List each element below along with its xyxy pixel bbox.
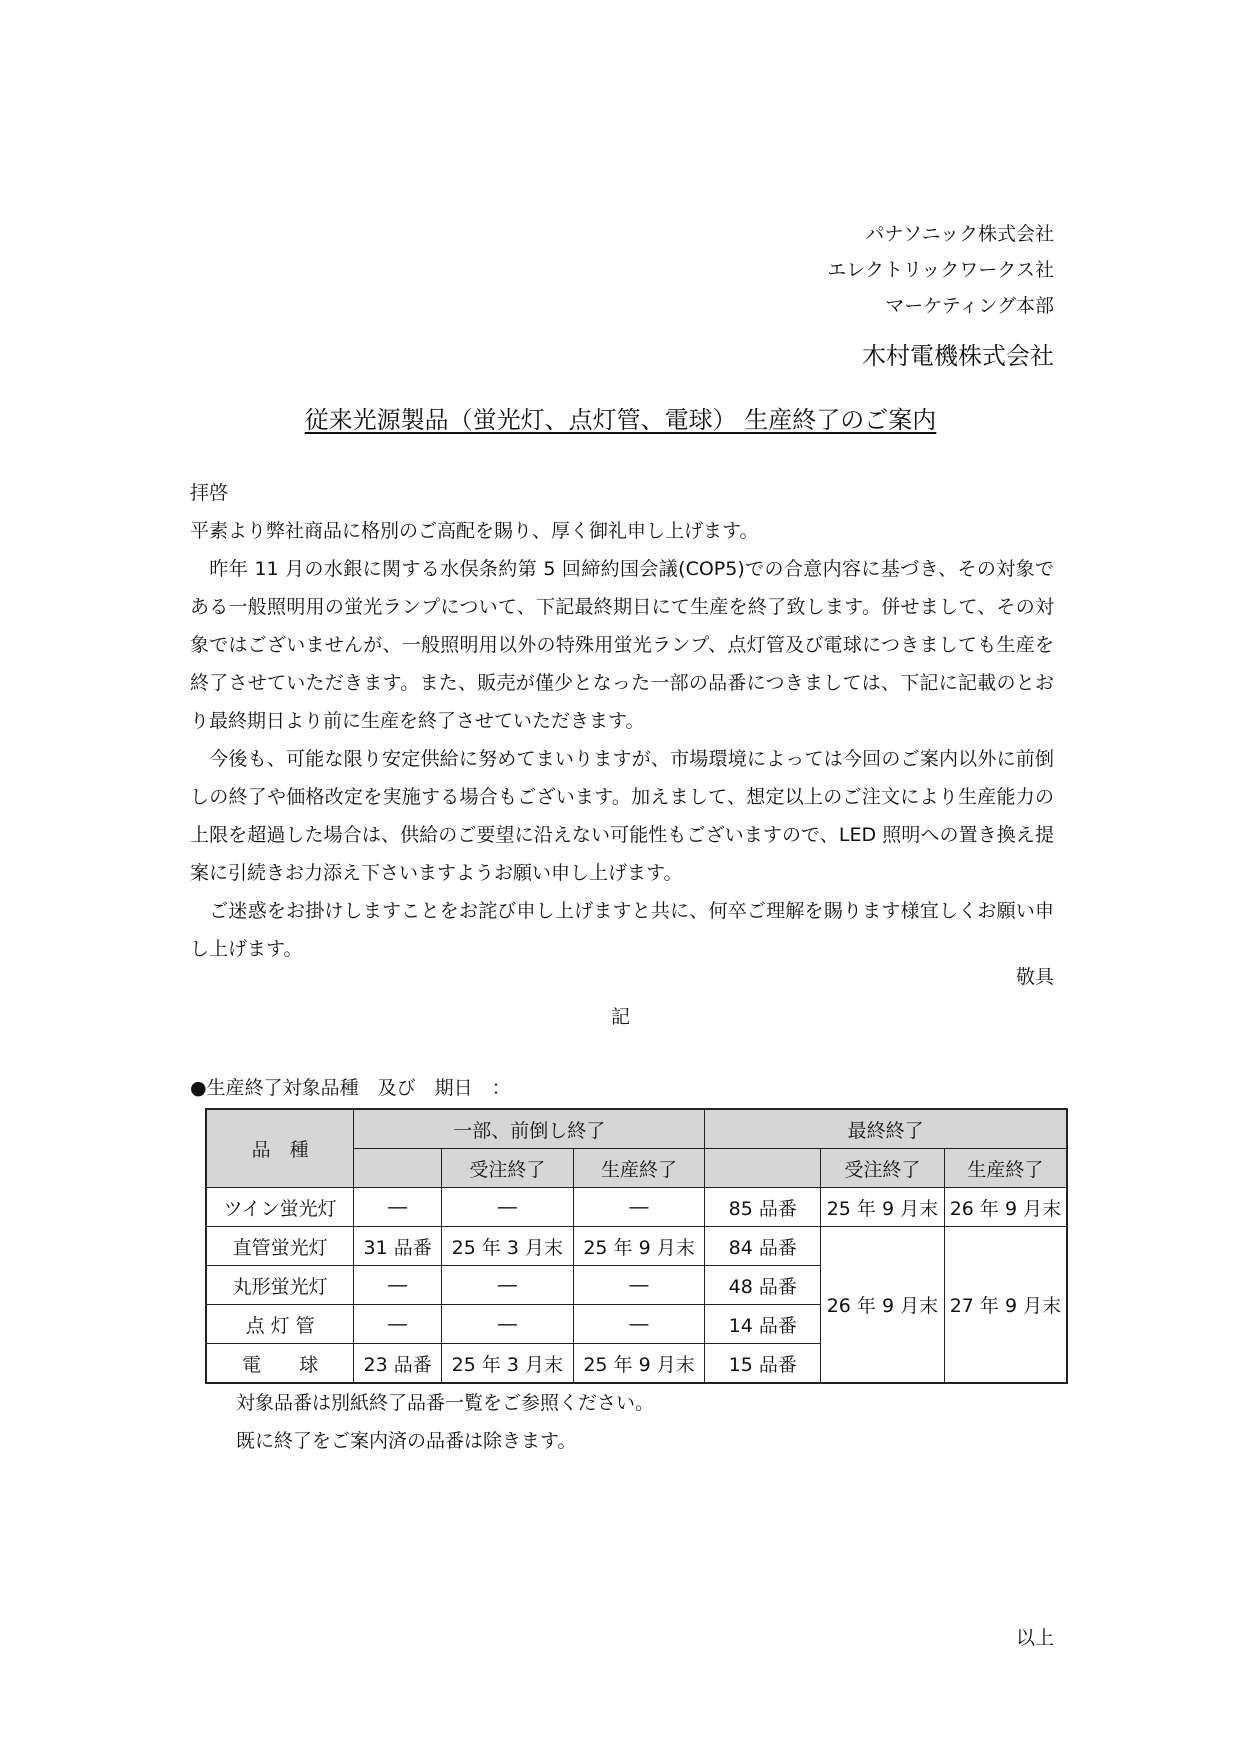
cell-final-production-end-merged: 27 年 9 月末 xyxy=(944,1227,1067,1384)
subheader-partial-production-end: 生産終了 xyxy=(573,1149,705,1188)
paragraph-1: 平素より弊社商品に格別のご高配を賜り、厚く御礼申し上げます。 xyxy=(190,520,759,542)
sender-line-2: エレクトリックワークス社 xyxy=(827,259,1054,281)
cell-partial-count: ― xyxy=(354,1266,442,1305)
cell-partial-count: ― xyxy=(354,1188,442,1227)
cell-partial-order-end: ― xyxy=(442,1266,574,1305)
subheader-final-count xyxy=(705,1149,821,1188)
cell-product: 直管蛍光灯 xyxy=(206,1227,354,1266)
cell-partial-production-end: 25 年 9 月末 xyxy=(573,1344,705,1384)
cell-final-order-end-merged: 26 年 9 月末 xyxy=(821,1227,945,1384)
note-1: 対象品番は別紙終了品番一覧をご参照ください。 xyxy=(236,1392,655,1414)
cell-final-count: 48 品番 xyxy=(705,1266,821,1305)
subheader-final-production-end: 生産終了 xyxy=(944,1149,1067,1188)
cell-partial-order-end: ― xyxy=(442,1188,574,1227)
subheader-partial-order-end: 受注終了 xyxy=(442,1149,574,1188)
sender-line-3: マーケティング本部 xyxy=(885,295,1054,317)
ki-heading: 記 xyxy=(610,1006,630,1028)
end-mark: 以上 xyxy=(1015,1627,1054,1649)
table-row xyxy=(206,1188,1067,1227)
document-title-text: 従来光源製品（蛍光灯、点灯管、電球） 生産終了のご案内 xyxy=(304,406,937,434)
cell-product: 点 灯 管 xyxy=(206,1305,354,1344)
paragraph-3: 今後も、可能な限り安定供給に努めてまいりますが、市場環境によっては今回のご案内以外に前倒しの終了や価格改定を実施する場合もございます。加えまして、想定以上のご注文により生産能力の上限を超過した場合は、供給のご要望に沿えない可能性もございますので、LED 照明への置き換え提案に引続きお力添え下さいますようお願い申し上げます。 xyxy=(190,748,1054,884)
schedule-table xyxy=(205,1108,1068,1384)
subheader-final-order-end: 受注終了 xyxy=(821,1149,945,1188)
cell-product: 丸形蛍光灯 xyxy=(206,1266,354,1305)
sender-line-1: パナソニック株式会社 xyxy=(865,223,1054,245)
body-text xyxy=(190,512,1054,968)
document-title xyxy=(0,404,1241,436)
cell-product: 電 球 xyxy=(206,1344,354,1384)
cell-final-production-end: 26 年 9 月末 xyxy=(944,1188,1067,1227)
cell-partial-order-end: ― xyxy=(442,1305,574,1344)
note-2: 既に終了をご案内済の品番は除きます。 xyxy=(236,1430,577,1452)
cell-final-order-end: 25 年 9 月末 xyxy=(821,1188,945,1227)
cell-final-count: 14 品番 xyxy=(705,1305,821,1344)
paragraph-4: ご迷惑をお掛けしますことをお詫び申し上げますと共に、何卒ご理解を賜ります様宜しくお願い申し上げます。 xyxy=(190,900,1054,960)
sender-company: 木村電機株式会社 xyxy=(862,342,1054,370)
header-partial-end: 一部、前倒し終了 xyxy=(354,1109,705,1149)
table-row xyxy=(206,1227,1067,1266)
section-heading: ●生産終了対象品種 及び 期日 ： xyxy=(190,1077,511,1099)
subheader-partial-count xyxy=(354,1149,442,1188)
cell-product: ツイン蛍光灯 xyxy=(206,1188,354,1227)
header-product: 品 種 xyxy=(206,1109,354,1188)
cell-final-count: 84 品番 xyxy=(705,1227,821,1266)
cell-final-count: 15 品番 xyxy=(705,1344,821,1384)
cell-partial-count: 23 品番 xyxy=(354,1344,442,1384)
greeting: 拝啓 xyxy=(190,482,229,504)
header-final-end: 最終終了 xyxy=(705,1109,1067,1149)
cell-partial-count: ― xyxy=(354,1305,442,1344)
cell-final-count: 85 品番 xyxy=(705,1188,821,1227)
table-header-row xyxy=(206,1109,1067,1149)
cell-partial-production-end: 25 年 9 月末 xyxy=(573,1227,705,1266)
cell-partial-production-end: ― xyxy=(573,1305,705,1344)
cell-partial-order-end: 25 年 3 月末 xyxy=(442,1227,574,1266)
cell-partial-production-end: ― xyxy=(573,1266,705,1305)
cell-partial-order-end: 25 年 3 月末 xyxy=(442,1344,574,1384)
cell-partial-count: 31 品番 xyxy=(354,1227,442,1266)
closing: 敬具 xyxy=(1015,966,1054,988)
paragraph-2: 昨年 11 月の水銀に関する水俣条約第 5 回締約国会議(COP5)での合意内容に基づき、その対象である一般照明用の蛍光ランプについて、下記最終期日にて生産を終了致します。併せまして、その対象ではございませんが、一般照明用以外の特殊用蛍光ランプ、点灯管及び電球につきましても生産を終了させていただきます。また、販売が僅少となった一部の品番につきましては、下記に記載のとおり最終期日より前に生産を終了させていただきます。 xyxy=(190,558,1054,732)
cell-partial-production-end: ― xyxy=(573,1188,705,1227)
